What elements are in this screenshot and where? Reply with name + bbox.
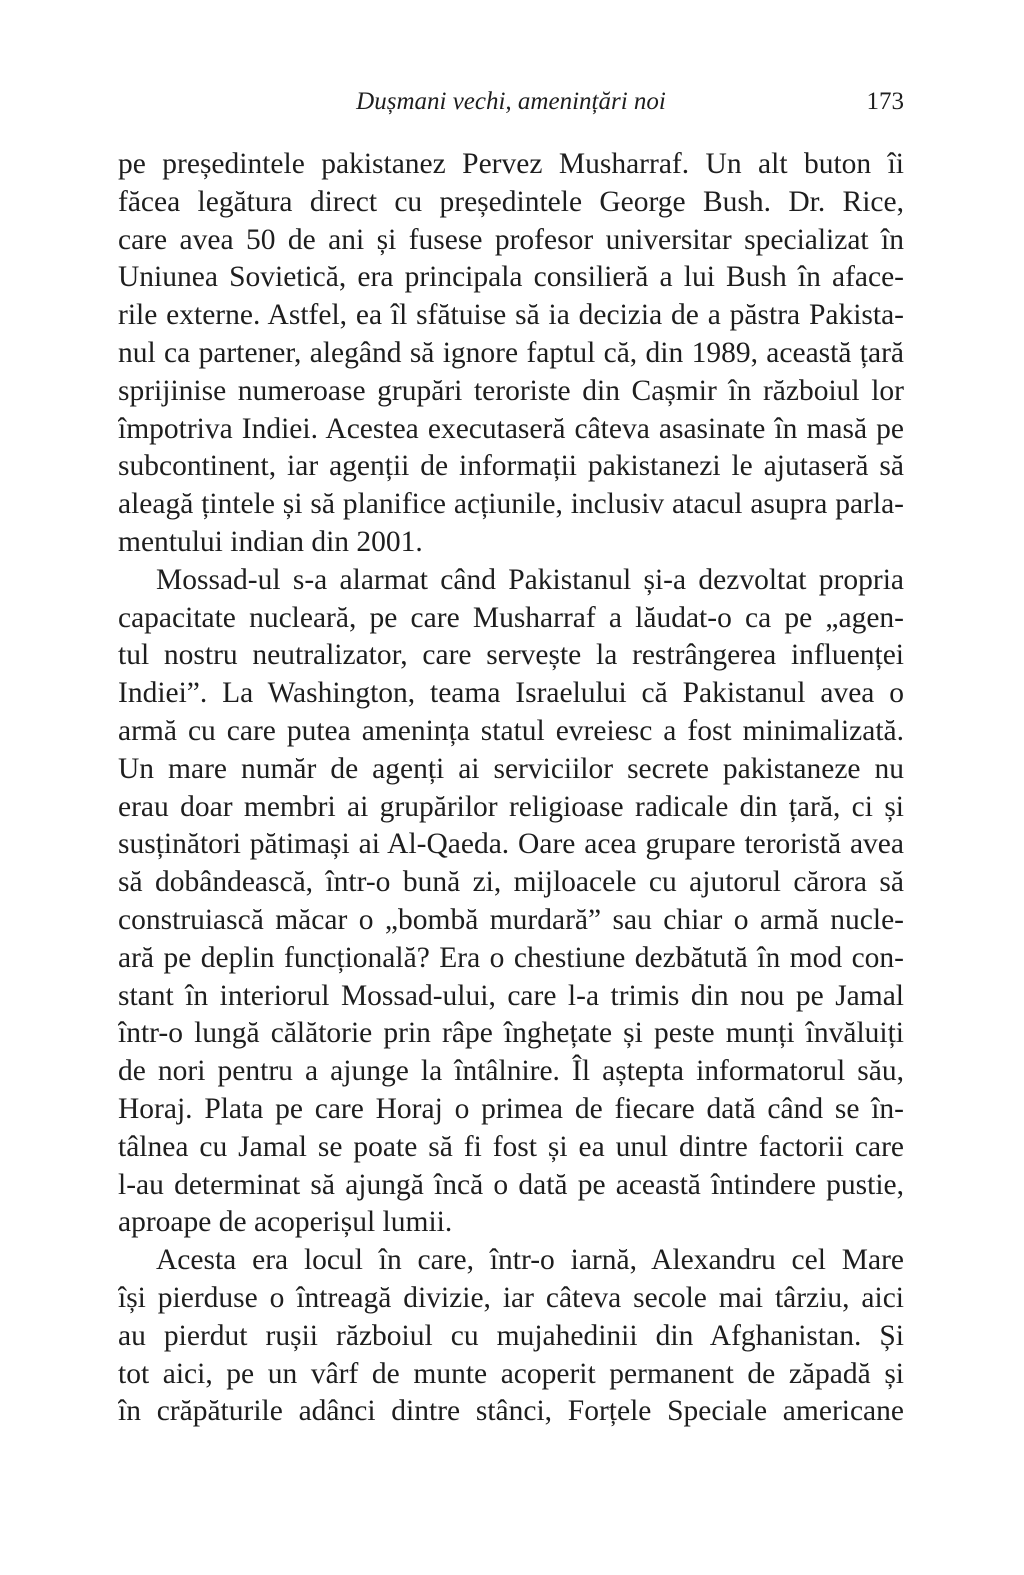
text-line: sprijinise numeroase grupări teroriste din Cașmir în războiul lor <box>118 374 904 407</box>
text-line: mentului indian din 2001. <box>118 525 423 558</box>
text-line: ară pe deplin funcțională? Era o chestiune dezbătută în mod con- <box>118 941 904 974</box>
text-line: erau doar membri ai grupărilor religioase radicale din țară, ci și <box>118 790 904 823</box>
text-line: de nori pentru a ajunge la întâlnire. Îl aștepta informatorul său, <box>118 1055 904 1088</box>
text-line: împotriva Indiei. Acestea executaseră câteva asasinate în masă pe <box>118 412 904 445</box>
text-line: Uniunea Sovietică, era principala consilieră a lui Bush în aface- <box>118 261 904 294</box>
paragraph-3 <box>118 1242 904 1431</box>
text-line: Un mare număr de agenți ai serviciilor secrete pakistaneze nu <box>118 752 904 785</box>
text-line: susținători pătimași ai Al-Qaeda. Oare acea grupare teroristă avea <box>118 828 904 861</box>
text-line: rile externe. Astfel, ea îl sfătuise să ia decizia de a păstra Pakista- <box>118 299 904 332</box>
text-line: l-au determinat să ajungă încă o dată pe această întindere pustie, <box>118 1168 904 1201</box>
page-number: 173 <box>866 88 904 115</box>
text-line: pe președintele pakistanez Pervez Musharraf. Un alt buton îi <box>118 148 904 180</box>
text-line: construiască măcar o „bombă murdară” sau chiar o armă nucle- <box>118 903 904 936</box>
text-line: Horaj. Plata pe care Horaj o primea de fiecare dată când se în- <box>118 1092 904 1125</box>
text-line: tot aici, pe un vârf de munte acoperit permanent de zăpadă și <box>118 1357 904 1390</box>
body-text <box>118 146 904 1431</box>
paragraph-1 <box>118 146 904 562</box>
text-line: subcontinent, iar agenții de informații pakistanezi le ajutaseră să <box>118 450 904 483</box>
text-line: Acesta era locul în care, într-o iarnă, Alexandru cel Mare <box>156 1244 904 1277</box>
text-line: capacitate nucleară, pe care Musharraf a lăudat-o ca pe „agen- <box>118 601 904 634</box>
running-title: Dușmani vechi, amenințări noi <box>356 88 666 115</box>
text-line: să dobândească, într-o bună zi, mijloacele cu ajutorul cărora să <box>118 866 904 899</box>
text-line: aleagă țintele și să planifice acțiunile, inclusiv atacul asupra parla- <box>118 488 904 521</box>
paragraph-2 <box>118 562 904 1242</box>
text-line: într-o lungă călătorie prin râpe înghețate și peste munți învăluiți <box>118 1017 904 1050</box>
text-line: nul ca partener, alegând să ignore faptul că, din 1989, această țară <box>118 336 904 369</box>
text-line: Mossad-ul s-a alarmat când Pakistanul și-a dezvoltat propria <box>156 563 904 596</box>
text-line: Indiei”. La Washington, teama Israelului că Pakistanul avea o <box>118 677 904 710</box>
running-header <box>118 86 904 118</box>
text-line: tâlnea cu Jamal se poate să fi fost și ea unul dintre factorii care <box>118 1130 904 1163</box>
text-line: făcea legătura direct cu președintele George Bush. Dr. Rice, <box>118 185 904 218</box>
text-line: își pierduse o întreagă divizie, iar câteva secole mai târziu, aici <box>118 1281 904 1314</box>
text-line: tul nostru neutralizator, care servește la restrângerea influenței <box>118 639 904 672</box>
text-line: care avea 50 de ani și fusese profesor universitar specializat în <box>118 223 904 256</box>
text-line: armă cu care putea amenința statul evreiesc a fost minimalizată. <box>118 714 904 747</box>
text-line: au pierdut rușii războiul cu mujahedinii din Afghanistan. Și <box>118 1319 904 1352</box>
text-line: aproape de acoperișul lumii. <box>118 1206 453 1239</box>
text-line: în crăpăturile adânci dintre stânci, Forțele Speciale americane <box>118 1395 904 1428</box>
text-line: stant în interiorul Mossad-ului, care l-a trimis din nou pe Jamal <box>118 979 904 1012</box>
